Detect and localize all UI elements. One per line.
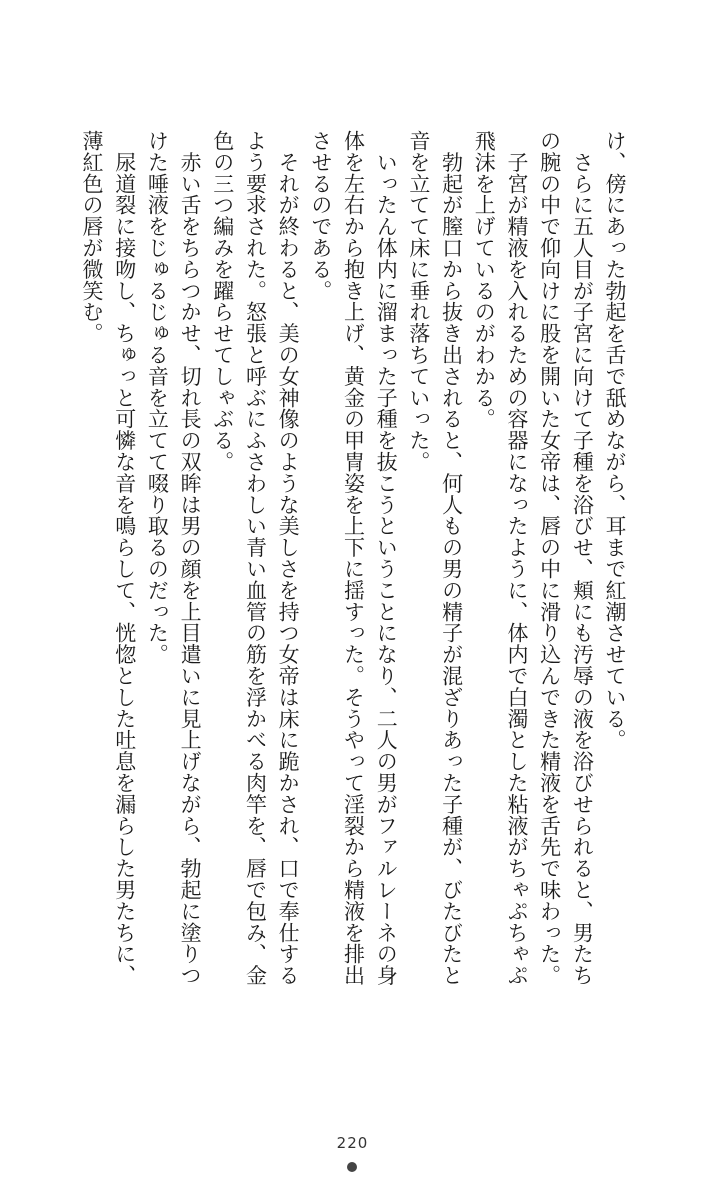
text-line: け、傍にあった勃起を舌で舐めながら、耳まで紅潮させている。 bbox=[603, 130, 627, 751]
text-line: 色の三つ編みを躍らせてしゃぶる。 bbox=[210, 130, 235, 473]
text-line: 飛沫を上げているのがわかる。 bbox=[472, 130, 497, 430]
text-line: 体を左右から抱き上げ、黄金の甲冑姿を上下に揺すった。そうやって淫裂から精液を排出 bbox=[341, 130, 366, 986]
text-line: 子宮が精液を入れるための容器になったように、体内で白濁とした粘液がちゃぷちゃぷ bbox=[504, 130, 529, 986]
text-line: それが終わると、美の女神像のような美しさを持つ女帝は床に跪かされ、口で奉仕する bbox=[276, 130, 301, 986]
text-line: いったん体内に溜まった子種を抜こうということになり、二人の男がファルレーネの身 bbox=[374, 130, 399, 986]
text-line: 尿道裂に接吻し、ちゅっと可憐な音を鳴らして、恍惚とした吐息を漏らした男たちに、 bbox=[112, 130, 137, 986]
text-line: の腕の中で仰向けに股を開いた女帝は、唇の中に滑り込んできた精液を舌先で味わった。 bbox=[537, 130, 562, 986]
body-text bbox=[75, 130, 631, 1030]
text-line: よう要求された。怒張と呼ぶにふさわしい青い血管の筋を浮かべる肉竿を、唇で包み、金 bbox=[243, 130, 268, 986]
text-line: 薄紅色の唇が微笑む。 bbox=[80, 130, 104, 344]
text-line: 勃起が膣口から抜き出されると、何人もの男の精子が混ざりあった子種が、びたびたと bbox=[439, 130, 464, 986]
page-dot-ornament bbox=[347, 1162, 357, 1172]
text-line: 赤い舌をちらつかせ、切れ長の双眸は男の顔を上目遣いに見上げながら、勃起に塗りつ bbox=[178, 130, 203, 986]
page-number: 220 bbox=[336, 1134, 369, 1152]
text-line: させるのである。 bbox=[308, 130, 333, 302]
text-line: さらに五人目が子宮に向けて子種を浴びせ、頬にも汚辱の液を浴びせられると、男たち bbox=[570, 130, 595, 986]
text-line: 音を立てて床に垂れ落ちていった。 bbox=[406, 130, 431, 473]
text-line: けた唾液をじゅるじゅる音を立てて啜り取るのだった。 bbox=[145, 130, 170, 665]
